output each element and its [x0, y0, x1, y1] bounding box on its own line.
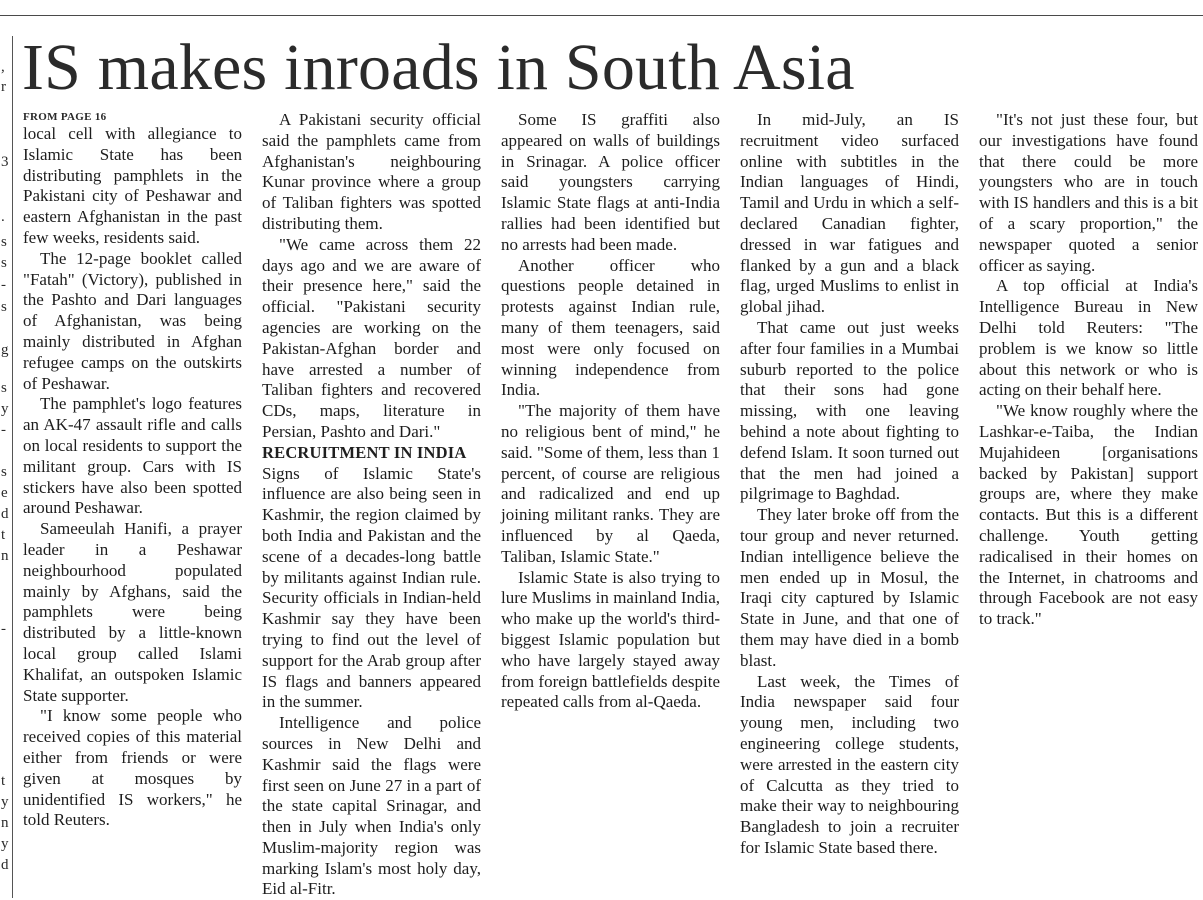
paragraph: In mid-July, an IS recruitment video surfaced online with subtitles in the Indian languages of Hindi, Tamil and Urdu in which a self-declared Canadian fighter, dressed in war fatigues and flanked by a gun and a black flag, urged Muslims to enlist in global jihad.: [740, 110, 959, 317]
paragraph: "We came across them 22 days ago and we are aware of their presence here," said the official. "Pakistani security agencies are working on the Pakistan-Afghan border and have arrested a number of Taliban fighters and recovered CDs, maps, literature in Persian, Pashto and Dari.": [262, 234, 481, 441]
paragraph: Intelligence and police sources in New Delhi and Kashmir said the flags were first seen on June 27 in a part of the state capital Srinagar, and then in July when India's only Muslim-majority region was marking Islam's most holy day, Eid al-Fitr.: [262, 713, 481, 899]
edge-fragment: n: [1, 548, 9, 564]
edge-fragment: s: [1, 464, 7, 480]
edge-fragment: s: [1, 255, 7, 271]
column-4: [740, 110, 959, 859]
edge-fragment: -: [1, 621, 6, 637]
paragraph: Sameeulah Hanifi, a prayer leader in a Peshawar neighbourhood populated mainly by Afghans, said the pamphlets were being distributed by a little-known local group called Islami Khalifat, an outspoken Islamic State supporter.: [23, 519, 242, 705]
paragraph: Another officer who questions people detained in protests against Indian rule, many of them teenagers, said most were only focused on winning independence from India.: [501, 255, 720, 400]
paragraph: The 12-page booklet called "Fatah" (Victory), published in the Pashto and Dari languages of Afghanistan, was being mainly distributed in Afghan refugee camps on the outskirts of Peshawar.: [23, 248, 242, 393]
edge-fragment: s: [1, 380, 7, 396]
edge-fragment: n: [1, 815, 9, 831]
paragraph: A Pakistani security official said the pamphlets came from Afghanistan's neighbouring Kunar province where a group of Taliban fighters was spotted distributing them.: [262, 110, 481, 233]
top-rule: [0, 15, 1203, 16]
section-subhead: RECRUITMENT IN INDIA: [262, 442, 467, 462]
headline: IS makes inroads in South Asia: [22, 31, 855, 104]
column-5: [979, 110, 1198, 630]
edge-fragment: t: [1, 773, 6, 789]
paragraph: The pamphlet's logo features an AK-47 assault rifle and calls on local residents to support the militant group. Cars with IS stickers have also been spotted around Peshawar.: [23, 394, 242, 518]
paragraph: That came out just weeks after four families in a Mumbai suburb reported to the police that their sons had gone missing, with one leaving behind a note about fighting to defend Islam. It soon turned out that the men had joined a pilgrimage to Baghdad.: [740, 317, 959, 504]
edge-fragment: d: [1, 857, 9, 873]
column-2: [262, 110, 481, 900]
paragraph: "It's not just these four, but our investigations have found that there could be more youngsters who are in touch with IS handlers and this is a bit of a scary proportion," the newspaper quoted a senior officer as saying.: [979, 110, 1198, 275]
paragraph: "I know some people who received copies of this material either from friends or were given at mosques by unidentified IS workers," he told Reuters.: [23, 706, 242, 830]
edge-fragment: s: [1, 234, 7, 250]
paragraph: "We know roughly where the Lashkar-e-Taiba, the Indian Mujahideen [organisations backed by Pakistan] support groups are, where they make contacts. But this is a different challenge. Youth getting radicalised in their homes on the Internet, in chatrooms and through Facebook are not easy to track.": [979, 401, 1198, 629]
edge-fragment: e: [1, 485, 8, 501]
edge-fragment: y: [1, 401, 9, 417]
jump-line: FROM PAGE 16: [23, 111, 107, 123]
paragraph: A top official at India's Intelligence Bureau in New Delhi told Reuters: "The problem is we know so little about this network or who is acting on their behalf here.: [979, 276, 1198, 400]
paragraph: Some IS graffiti also appeared on walls of buildings in Srinagar. A police officer said youngsters carrying Islamic State flags at anti-India rallies had been identified but no arrests had been made.: [501, 110, 720, 254]
edge-fragment: s: [1, 299, 7, 315]
paragraph: Islamic State is also trying to lure Muslims in mainland India, who make up the world's third-biggest Islamic population but who have largely stayed away from foreign battlefields despite repeated calls from al-Qaeda.: [501, 567, 720, 712]
column-1: [23, 110, 242, 831]
edge-fragment: .: [1, 209, 5, 225]
edge-fragment: ,: [1, 60, 5, 75]
edge-fragment: r: [1, 79, 6, 95]
paragraph: "The majority of them have no religious bent of mind," he said. "Some of them, less than 1 percent, of course are religious and radicalized and end up joining militant ranks. They are influenced by al Qaeda, Taliban, Islamic State.": [501, 401, 720, 566]
paragraph: They later broke off from the tour group and never returned. Indian intelligence believe the men ended up in Mosul, the Iraqi city captured by Islamic State in June, and that one of them may have died in a bomb blast.: [740, 505, 959, 670]
edge-fragment: y: [1, 794, 9, 810]
edge-fragment: t: [1, 527, 6, 543]
column-3: [501, 110, 720, 713]
edge-fragment: y: [1, 836, 9, 852]
previous-article-edge: [0, 60, 9, 898]
edge-fragment: g: [1, 342, 9, 358]
edge-fragment: 3: [1, 154, 9, 170]
paragraph: Signs of Islamic State's influence are also being seen in Kashmir, the region claimed by both India and Pakistan and the scene of a decades-long battle by militants against Indian rule. Security officials in Indian-held Kashmir say they have been trying to find out the level of support for the Arab group after IS flags and banners appeared in the summer.: [262, 463, 481, 712]
edge-fragment: -: [1, 277, 6, 293]
paragraph: local cell with allegiance to Islamic State has been distributing pamphlets in the Pakistani city of Peshawar and eastern Afghanistan in the past few weeks, residents said.: [23, 124, 242, 247]
edge-fragment: -: [1, 422, 6, 438]
paragraph: Last week, the Times of India newspaper said four young men, including two engineering college students, were arrested in the eastern city of Calcutta as they tried to make their way to neighbouring Bangladesh to join a recruiter for Islamic State based there.: [740, 671, 959, 857]
column-divider: [12, 36, 13, 898]
edge-fragment: d: [1, 506, 9, 522]
